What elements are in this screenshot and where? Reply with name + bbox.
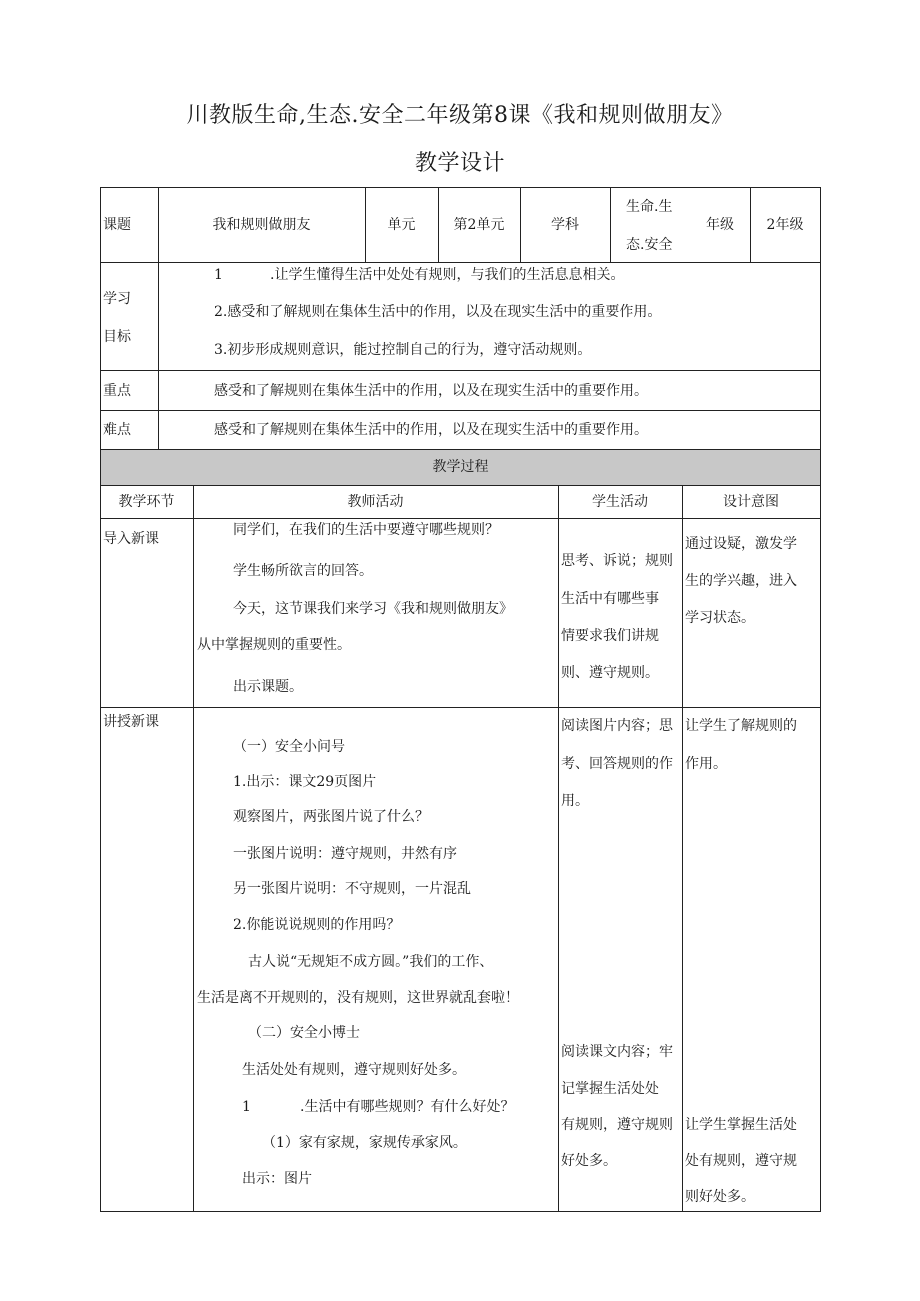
lesson-teacher-line: 生活处处有规则，遵守规则好处多。 [242,1062,466,1078]
lesson-teacher-line: 1.出示：课文29页图片 [233,774,377,790]
unit-value: 第2单元 [453,217,505,233]
intro-teacher-line: 今天，这节课我们来学习《我和规则做朋友》 [233,601,513,617]
lesson-student-line: 有规则，遵守规则 [561,1117,673,1133]
intro-teacher-line: 同学们，在我们的生活中要遵守哪些规则？ [233,522,499,538]
intro-intent-line: 通过设疑，激发学 [685,536,797,552]
intro-student-line: 情要求我们讲规 [561,628,659,644]
lesson-intent-line: 让学生掌握生活处 [685,1117,797,1133]
subject-label: 学科 [551,217,579,233]
lesson-teacher-line: （1）家有家规，家规传承家风。 [262,1135,467,1151]
lesson-teacher-line: （二）安全小博士 [248,1025,360,1041]
lesson-intent-line: 则好处多。 [685,1189,755,1205]
difficult-point-text: 感受和了解规则在集体生活中的作用，以及在现实生活中的重要作用。 [214,422,648,438]
goals-label-line1: 学习 [103,291,131,307]
subject-value-line1: 生命.生 [626,199,673,215]
lesson-teacher-line: （一）安全小问号 [233,739,345,755]
topic-label: 课题 [103,217,131,233]
goal-1-number: 1 [214,267,223,283]
lesson-student-line: 阅读课文内容；牢 [561,1044,673,1060]
grade-value: 2年级 [766,217,804,233]
col-header-intent: 设计意图 [723,494,779,510]
col-header-teacher: 教师活动 [347,494,404,510]
key-point-label: 重点 [103,383,131,399]
lesson-teacher-line: 2.你能说说规则的作用吗？ [233,917,401,933]
lesson-teacher-line: 古人说“无规矩不成方圆。”我们的工作、 [248,954,494,970]
topic-value: 我和规则做朋友 [212,217,311,233]
goal-1-text: .让学生懂得生活中处处有规则，与我们的生活息息相关。 [270,267,625,283]
intro-teacher-line: 学生畅所欲言的回答。 [233,563,373,579]
goal-3-text: 3.初步形成规则意识，能过控制自己的行为，遵守活动规则。 [214,342,592,358]
intro-student-line: 思考、诉说；规则 [561,553,673,569]
lesson-teacher-line: 出示：图片 [242,1171,312,1187]
intro-teacher-line: 从中掌握规则的重要性。 [197,637,351,653]
lesson-stage: 讲授新课 [103,714,159,730]
intro-stage: 导入新课 [103,531,159,547]
lesson-teacher-line: 另一张图片说明：不守规则，一片混乱 [233,881,471,897]
lesson-intent-line: 让学生了解规则的 [685,718,797,734]
col-header-stage: 教学环节 [118,494,175,510]
lesson-student-line: 好处多。 [561,1153,617,1169]
lesson-student-line: 记掌握生活处处 [561,1081,659,1097]
intro-intent-line: 学习状态。 [685,610,755,626]
lesson-teacher-line: 生活是离不开规则的，没有规则，这世界就乱套啦！ [197,990,519,1006]
lesson-intent-line: 处有规则，遵守规 [685,1153,797,1169]
document-title: 川教版生命,生态.安全二年级第8课《我和规则做朋友》 [186,103,734,128]
goal-2-text: 2.感受和了解规则在集体生活中的作用，以及在现实生活中的重要作用。 [214,304,662,320]
col-header-student: 学生活动 [592,494,648,510]
grade-label: 年级 [706,217,734,233]
goals-label-line2: 目标 [103,329,131,345]
intro-student-line: 则、遵守规则。 [561,665,659,681]
intro-teacher-line: 出示课题。 [233,679,303,695]
difficult-point-label: 难点 [103,422,131,438]
lesson-student-line: 阅读图片内容；思 [561,718,673,734]
lesson-student-line: 用。 [561,793,589,809]
lesson-teacher-line: 1 [242,1099,251,1115]
lesson-teacher-line: .生活中有哪些规则？有什么好处？ [300,1099,515,1115]
lesson-teacher-line: 观察图片，两张图片说了什么？ [233,809,429,825]
intro-intent-line: 生的学兴趣，进入 [685,573,797,589]
document-subtitle: 教学设计 [414,151,505,176]
subject-value-line2: 态.安全 [626,237,673,253]
lesson-intent-line: 作用。 [685,756,727,772]
lesson-teacher-line: 一张图片说明：遵守规则，井然有序 [233,846,457,862]
unit-label: 单元 [387,217,416,233]
intro-student-line: 生活中有哪些事 [561,591,659,607]
key-point-text: 感受和了解规则在集体生活中的作用，以及在现实生活中的重要作用。 [214,383,648,399]
process-header: 教学过程 [432,459,489,475]
lesson-student-line: 考、回答规则的作 [561,756,673,772]
